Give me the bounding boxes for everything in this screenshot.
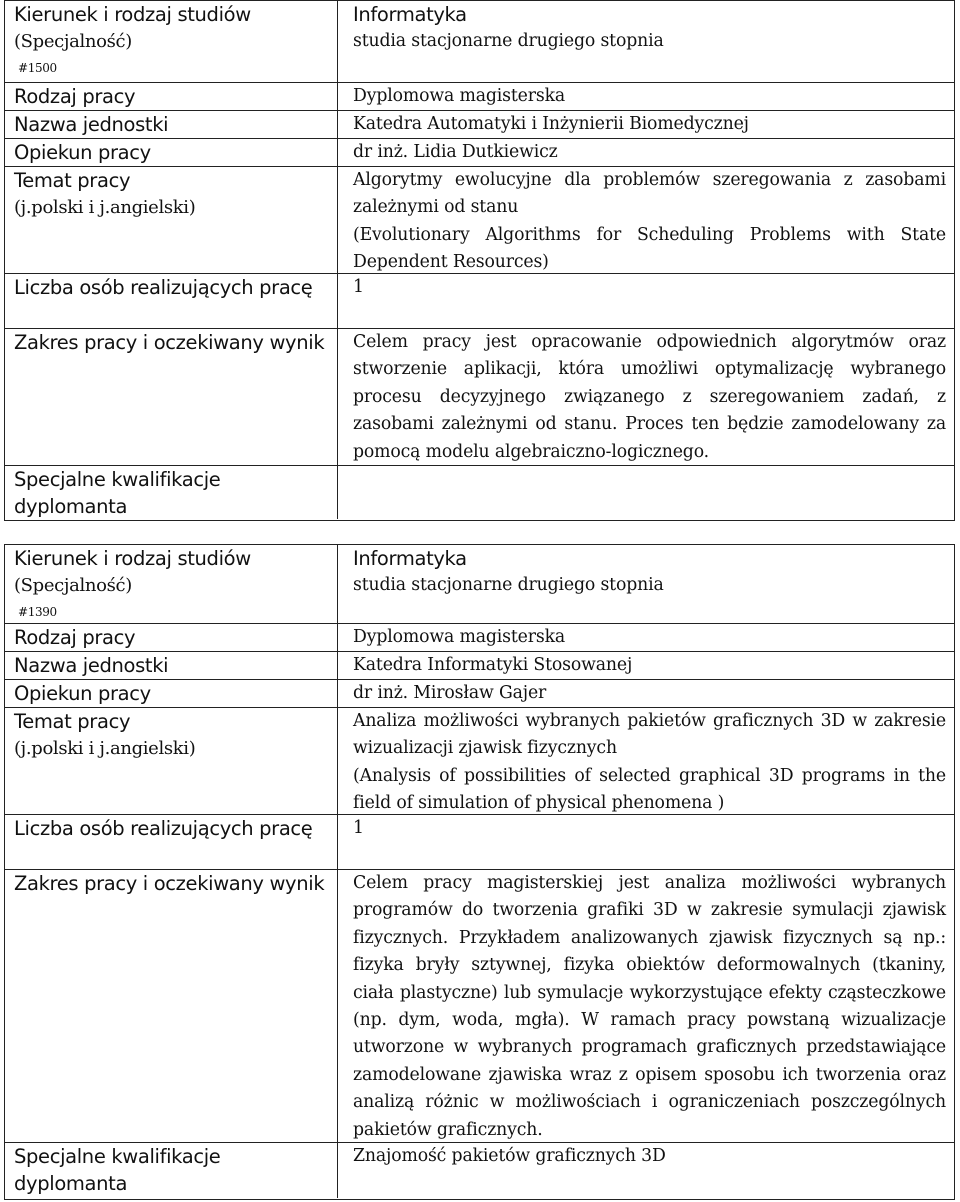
- value-opiekun: dr inż. Mirosław Gajer: [353, 683, 547, 703]
- row-opiekun: [5, 679, 954, 707]
- label-liczba: Liczba osób realizujących pracę: [5, 274, 338, 328]
- value-temat-en: (Analysis of possibilities of selected graphical 3D programs in the field of simulation of physical phenomena ): [353, 765, 946, 814]
- value-rodzaj: Dyplomowa magisterska: [353, 627, 566, 647]
- value-opiekun: dr inż. Lidia Dutkiewicz: [353, 142, 558, 162]
- label-kwalifikacje: Specjalne kwalifikacje dyplomanta: [5, 1143, 338, 1198]
- label-kwalifikacje: Specjalne kwalifikacje dyplomanta: [5, 466, 338, 519]
- row-opiekun: [5, 138, 954, 166]
- label-opiekun: Opiekun pracy: [5, 139, 338, 166]
- row-kwalifikacje: [5, 1142, 954, 1198]
- record-code: #1390: [18, 604, 57, 619]
- label-rodzaj: Rodzaj pracy: [5, 624, 338, 651]
- value-liczba: 1: [353, 818, 364, 838]
- value-zakres: Celem pracy magisterskiej jest analiza możliwości wybranych programów do tworzenia grafiki 3D w zakresie symulacji zjawisk fizycznych. Przykładem analizowanych zjawisk fizycznych są np.: fizyka bryły sztywnej, fizyka obiektów deformowalnych (tkaniny, ciała plastyczne) lub symulacje wykorzystujące efekty cząsteczkowe (np. dym, woda, mgła). W ramach pracy powstaną wizualizacje utworzone w wybranych programach graficznych przedstawiające zamodelowane zjawiska wraz z opisem sposobu ich tworzenia oraz analizą różnic w możliwościach i ograniczeniach poszczególnych pakietów graficznych.: [353, 873, 946, 1140]
- value-liczba: 1: [353, 277, 364, 297]
- value-rodzaj-studiow: studia stacjonarne drugiego stopnia: [353, 575, 664, 596]
- row-rodzaj: [5, 623, 954, 651]
- label-kierunek: Kierunek i rodzaj studiów: [14, 547, 251, 570]
- label-cell: [5, 1, 338, 82]
- row-liczba: [5, 814, 954, 869]
- thesis-record: [4, 0, 955, 521]
- value-jednostka: Katedra Automatyki i Inżynierii Biomedycznej: [353, 114, 749, 134]
- row-zakres: [5, 328, 954, 465]
- row-zakres: [5, 869, 954, 1142]
- row-jednostka: [5, 651, 954, 679]
- value-cell: [338, 167, 954, 273]
- label-cell: [5, 545, 338, 623]
- row-kwalifikacje: [5, 465, 954, 519]
- value-kwalifikacje: [338, 466, 954, 519]
- label-zakres: Zakres pracy i oczekiwany wynik: [5, 870, 338, 1142]
- value-kierunek: Informatyka: [353, 3, 467, 26]
- value-zakres: Celem pracy jest opracowanie odpowiednich algorytmów oraz stworzenie aplikacji, która umożliwi optymalizację wybranego procesu decyzyjnego związanego z szeregowaniem zadań, z zasobami zależnymi od stanu. Proces ten będzie zamodelowany za pomocą modelu algebraiczno-logicznego.: [353, 332, 946, 462]
- row-kierunek: [5, 1, 954, 82]
- value-cell: [338, 545, 954, 623]
- label-liczba: Liczba osób realizujących pracę: [5, 815, 338, 869]
- record-code: #1500: [18, 60, 57, 75]
- label-specjalnosc: (Specjalność): [14, 31, 132, 53]
- value-rodzaj: Dyplomowa magisterska: [353, 86, 566, 106]
- label-temat-sub: (j.polski i j.angielski): [14, 738, 196, 760]
- row-kierunek: [5, 545, 954, 623]
- row-rodzaj: [5, 82, 954, 110]
- label-cell: [5, 167, 338, 273]
- value-temat-en: (Evolutionary Algorithms for Scheduling Problems with State Dependent Resources): [353, 224, 946, 273]
- label-temat: Temat pracy: [14, 169, 131, 192]
- value-kwalifikacje: Znajomość pakietów graficznych 3D: [353, 1146, 666, 1166]
- label-opiekun: Opiekun pracy: [5, 680, 338, 707]
- row-temat: [5, 166, 954, 273]
- row-temat: [5, 707, 954, 814]
- label-jednostka: Nazwa jednostki: [5, 652, 338, 679]
- value-rodzaj-studiow: studia stacjonarne drugiego stopnia: [353, 31, 664, 52]
- label-temat: Temat pracy: [14, 710, 131, 733]
- value-cell: [338, 1, 954, 82]
- value-temat-pl: Analiza możliwości wybranych pakietów graficznych 3D w zakresie wizualizacji zjawisk fizycznych: [353, 711, 946, 759]
- label-zakres: Zakres pracy i oczekiwany wynik: [5, 329, 338, 465]
- value-kierunek: Informatyka: [353, 547, 467, 570]
- row-liczba: [5, 273, 954, 328]
- label-cell: [5, 708, 338, 814]
- label-rodzaj: Rodzaj pracy: [5, 83, 338, 110]
- value-temat-pl: Algorytmy ewolucyjne dla problemów szeregowania z zasobami zależnymi od stanu: [353, 170, 946, 218]
- thesis-record: [4, 544, 955, 1200]
- label-temat-sub: (j.polski i j.angielski): [14, 197, 196, 219]
- label-kierunek: Kierunek i rodzaj studiów: [14, 3, 251, 26]
- label-jednostka: Nazwa jednostki: [5, 111, 338, 138]
- row-jednostka: [5, 110, 954, 138]
- value-cell: [338, 708, 954, 814]
- label-specjalnosc: (Specjalność): [14, 575, 132, 597]
- value-jednostka: Katedra Informatyki Stosowanej: [353, 655, 633, 675]
